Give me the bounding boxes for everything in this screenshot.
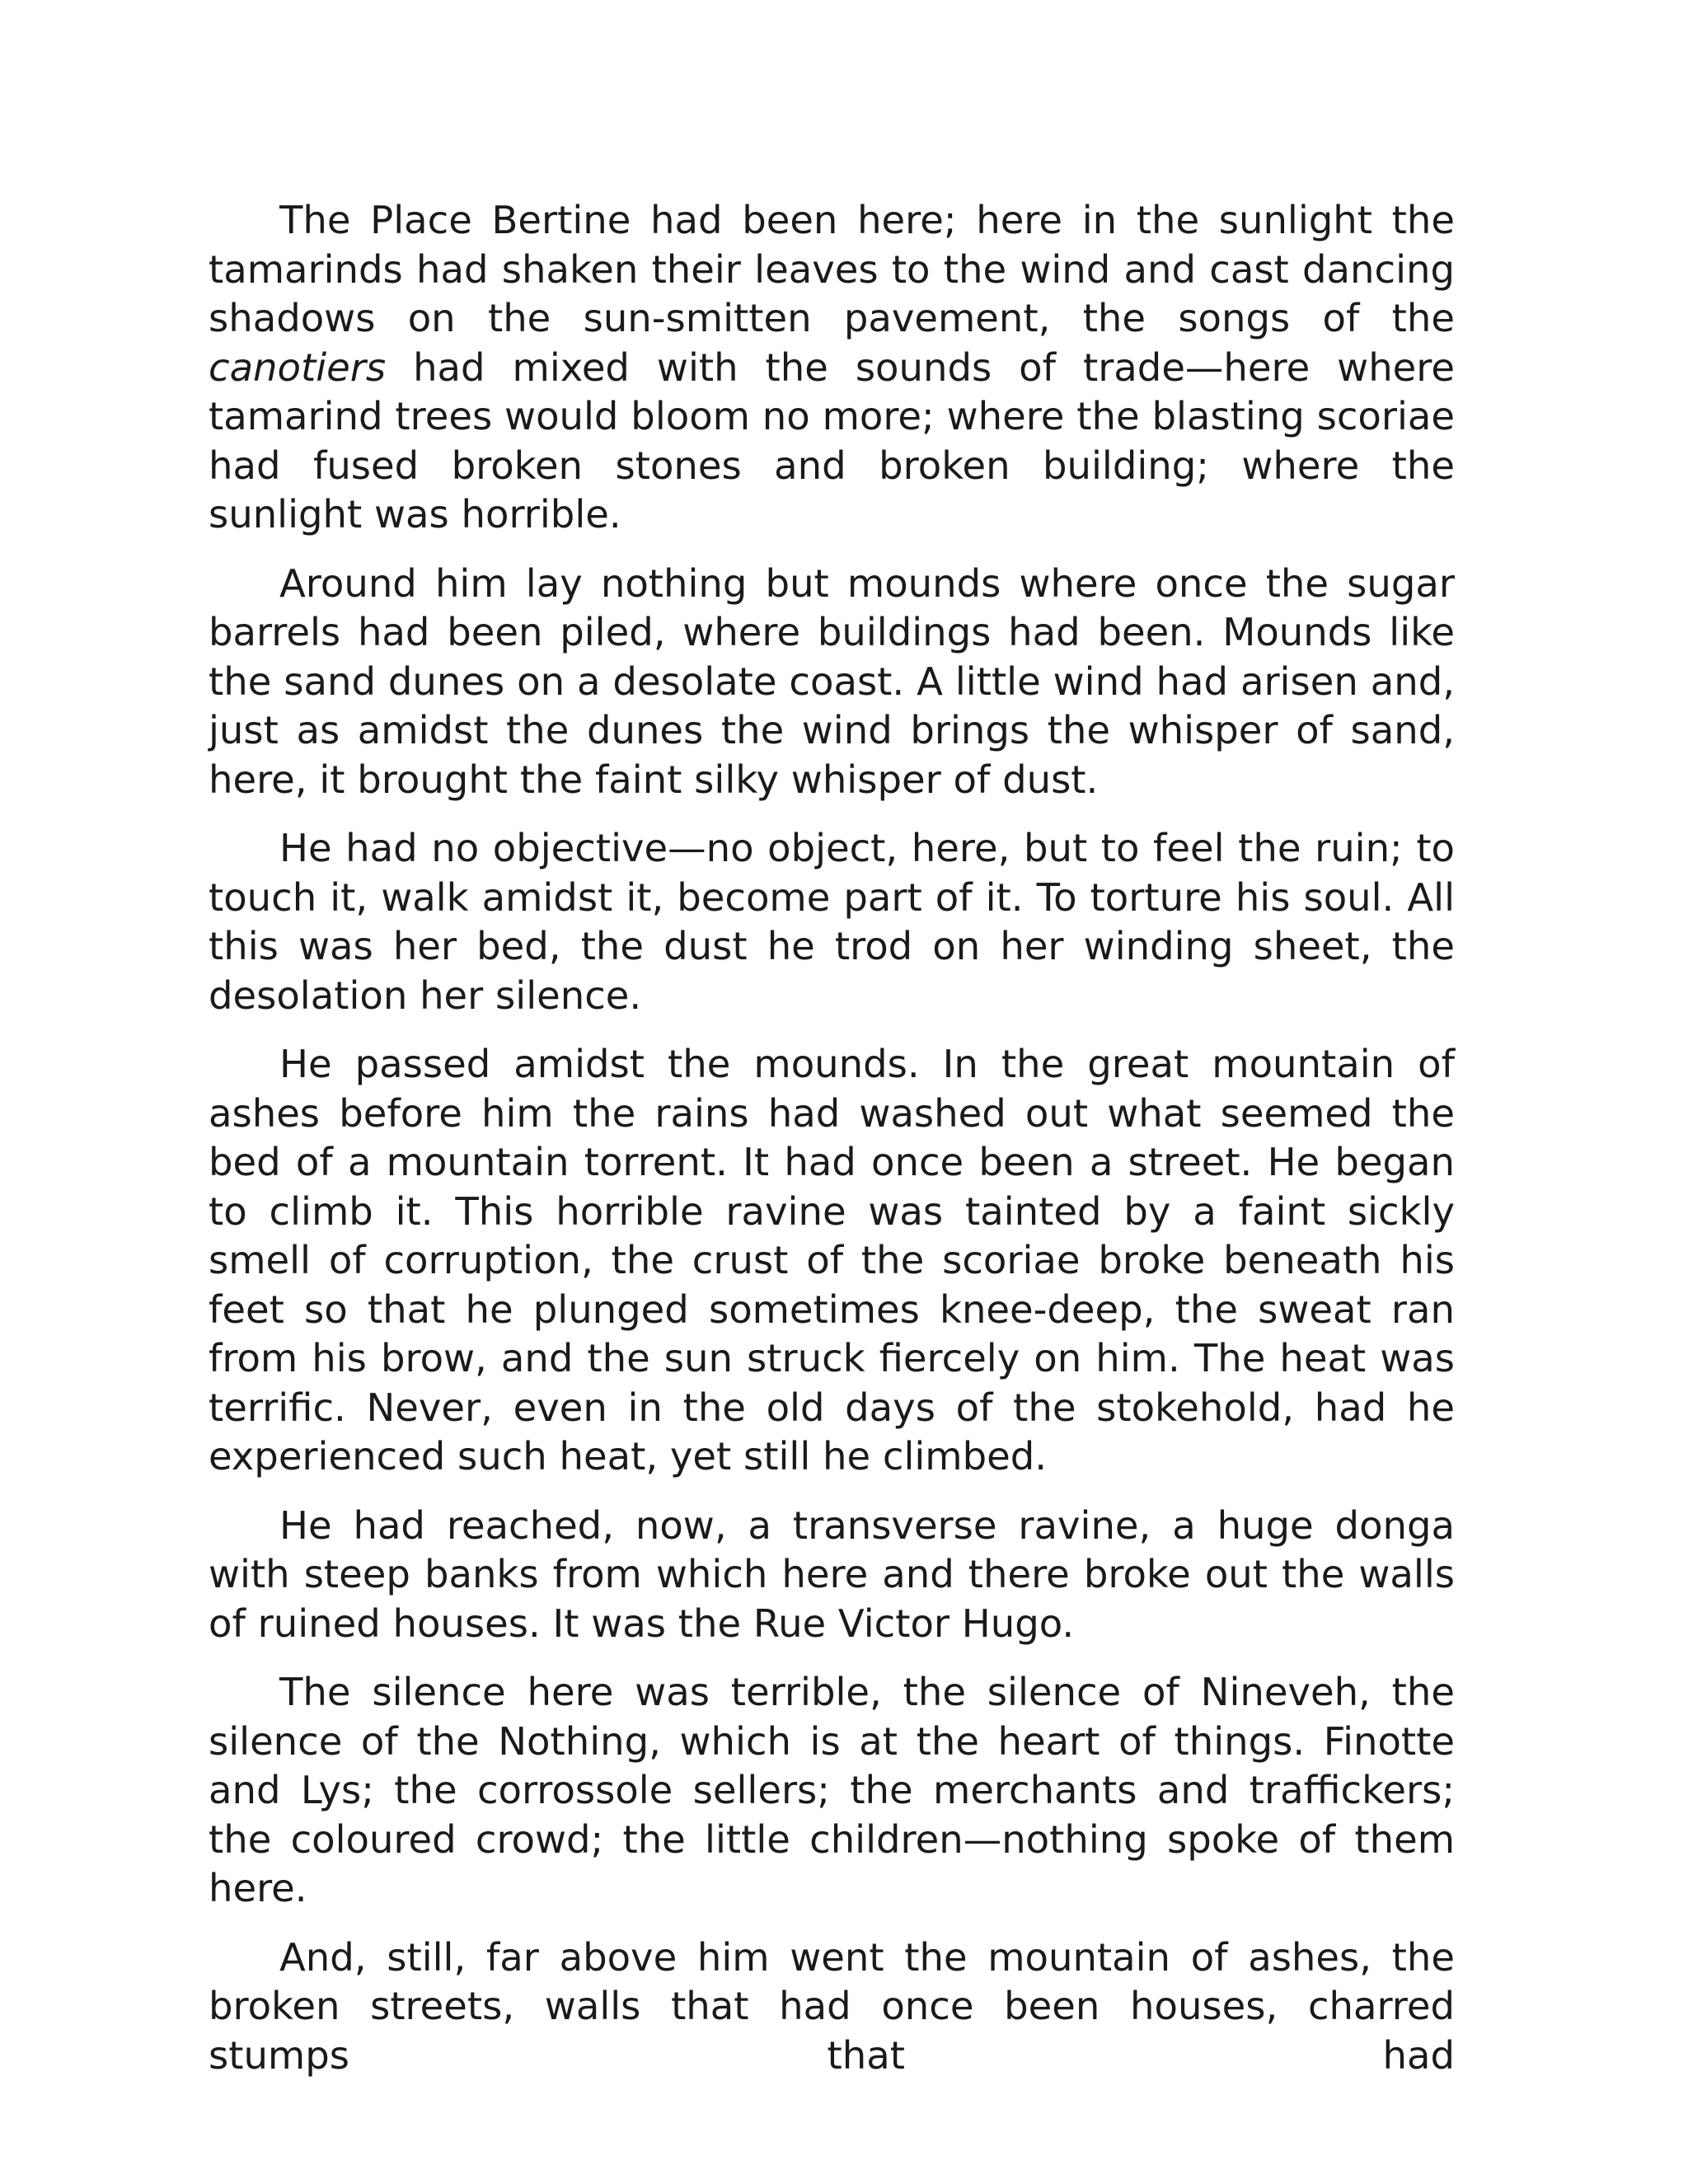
paragraph-6: The silence here was terrible, the silence of Nineveh, the silence of the Nothing, which is at the heart of things. Finotte and Lys; the corrossole sellers; the merchants and traffickers; the coloured crowd; the little children—nothing spoke of them here.	[209, 1670, 1455, 1910]
paragraph-7: And, still, far above him went the mountain of ashes, the broken streets, walls that had once been houses, charred stumps that had	[209, 1934, 1455, 2078]
paragraph-2: Around him lay nothing but mounds where once the sugar barrels had been piled, where buildings had been. Mounds like the sand dunes on a desolate coast. A little wind had arisen and, just as amidst the dunes the wind brings the whisper of sand, here, it brought the faint silky whisper of dust.	[209, 560, 1455, 802]
paragraph-1-italic-word: canotiers	[209, 344, 387, 390]
page-body	[209, 196, 1455, 2080]
paragraph-5: He had reached, now, a transverse ravine, a huge donga with steep banks from which here and there broke out the walls of ruined houses. It was the Rue Victor Hugo.	[209, 1502, 1455, 1646]
paragraph-1-text-before: The Place Bertine had been here; here in the sunlight the tamarinds had shaken their leaves to the wind and cast dancing shadows on the sun-smitten pavement, the songs of the	[209, 198, 1455, 340]
paragraph-1-text-after: had mixed with the sounds of trade—here where tamarind trees would bloom no more; where the blasting scoriae had fused broken stones and broken building; where the sunlight was horrible.	[209, 344, 1455, 537]
paragraph-3: He had no objective—no object, here, but to feel the ruin; to touch it, walk amidst it, become part of it. To torture his soul. All this was her bed, the dust he trod on her winding sheet, the desolation her silence.	[209, 826, 1455, 1018]
paragraph-4: He passed amidst the mounds. In the great mountain of ashes before him the rains had washed out what seemed the bed of a mountain torrent. It had once been a street. He began to climb it. This horrible ravine was tainted by a faint sickly smell of corruption, the crust of the scoriae broke beneath his feet so that he plunged sometimes knee-deep, the sweat ran from his brow, and the sun struck fiercely on him. The heat was terrific. Never, even in the old days of the stokehold, had he experienced such heat, yet still he climbed.	[209, 1042, 1455, 1479]
paragraph-1	[209, 196, 1455, 540]
